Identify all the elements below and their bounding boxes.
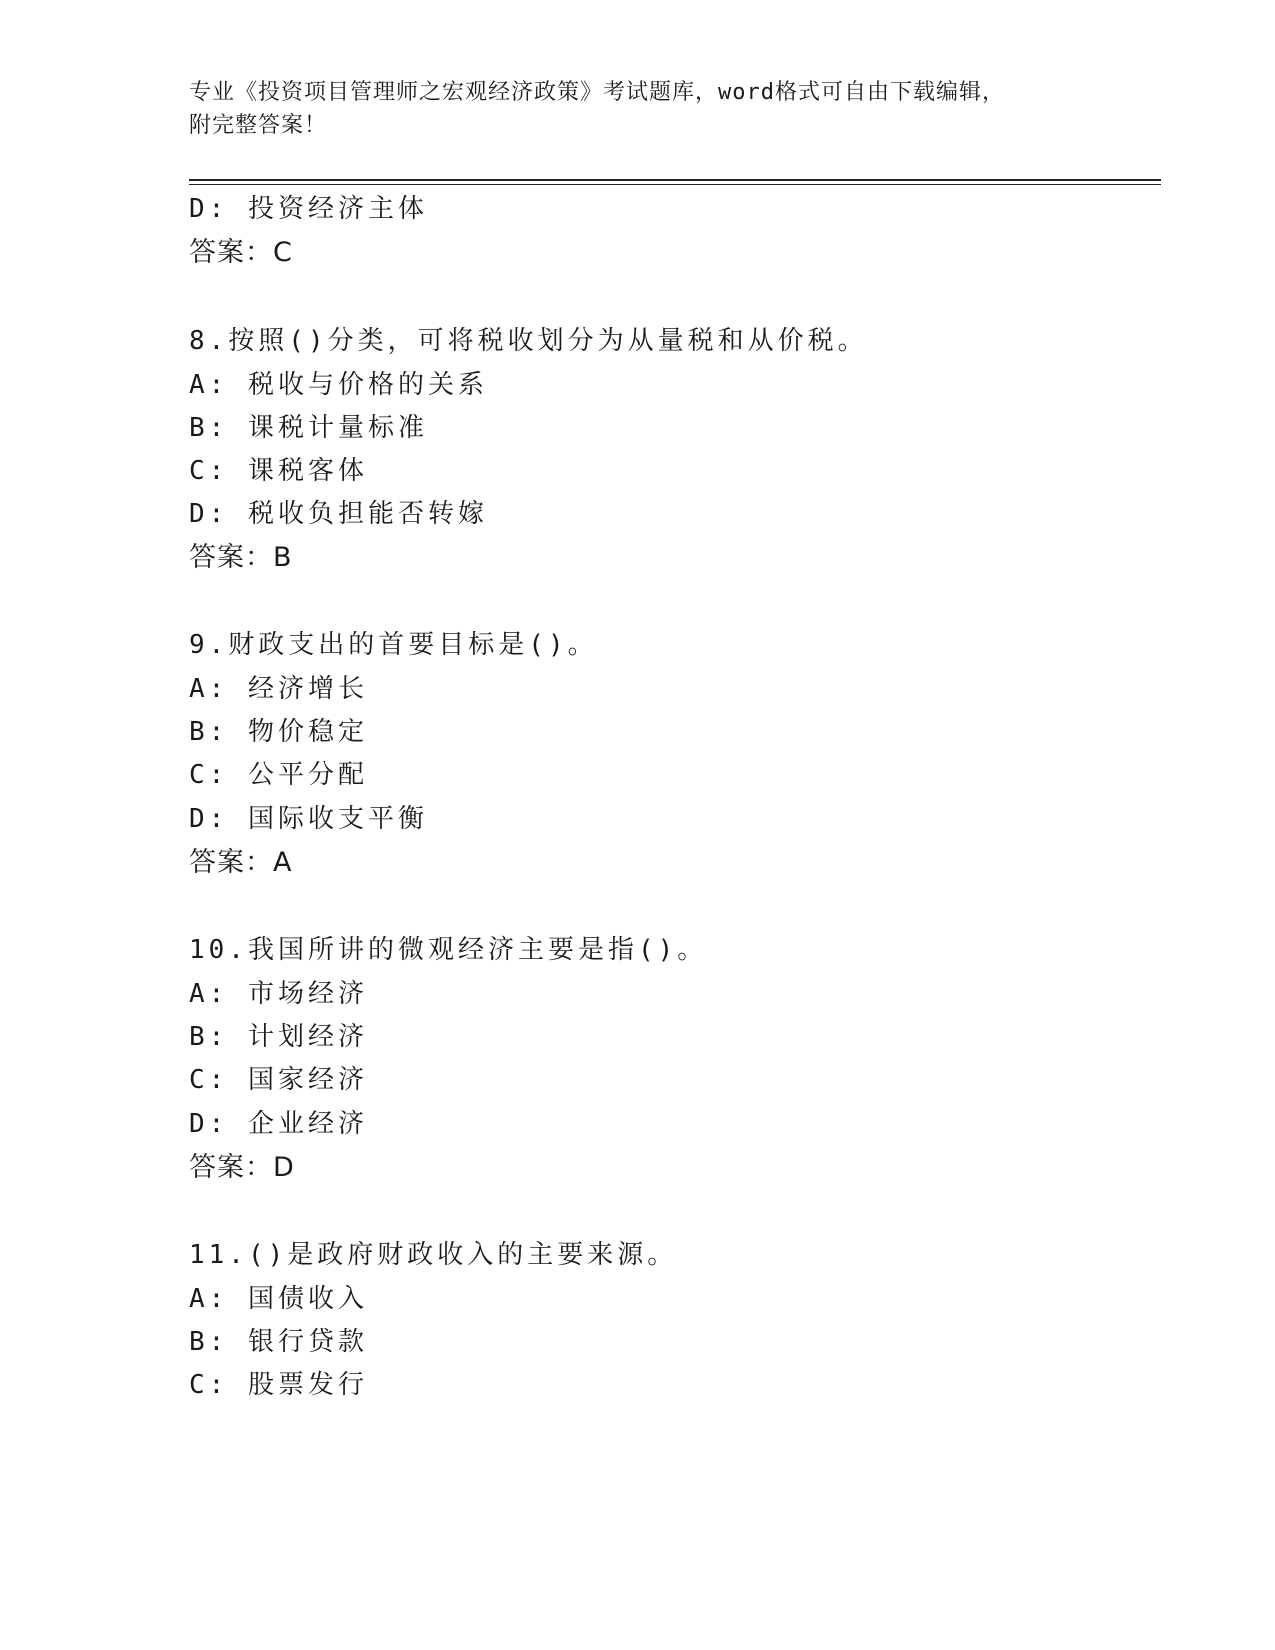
header-line-2: 附完整答案！ <box>189 113 328 138</box>
question-11-option-c: C: 股票发行 <box>189 1370 368 1400</box>
question-11-text: 11.()是政府财政收入的主要来源。 <box>189 1240 678 1270</box>
question-8-text: 8.按照()分类，可将税收划分为从量税和从价税。 <box>189 326 868 356</box>
question-9-text: 9.财政支出的首要目标是()。 <box>189 630 598 660</box>
question-11-option-b: B: 银行贷款 <box>189 1327 368 1357</box>
question-10-answer: 答案：D <box>189 1152 295 1183</box>
question-10-option-a: A: 市场经济 <box>189 979 368 1009</box>
document-header <box>189 76 1069 142</box>
question-9-option-d: D: 国际收支平衡 <box>189 804 428 834</box>
prev-answer: 答案：C <box>189 237 293 268</box>
question-9-option-a: A: 经济增长 <box>189 674 368 704</box>
question-11-option-a: A: 国债收入 <box>189 1284 368 1314</box>
question-9-option-c: C: 公平分配 <box>189 760 368 790</box>
question-8-option-a: A: 税收与价格的关系 <box>189 370 488 400</box>
question-10-option-d: D: 企业经济 <box>189 1109 368 1139</box>
header-line-1: 专业《投资项目管理师之宏观经济政策》考试题库，word格式可自由下载编辑， <box>189 80 1005 105</box>
question-8-option-d: D: 税收负担能否转嫁 <box>189 499 488 529</box>
prev-option-d: D: 投资经济主体 <box>189 194 428 224</box>
question-10-option-b: B: 计划经济 <box>189 1022 368 1052</box>
header-rule-thick <box>189 179 1161 181</box>
question-8-option-b: B: 课税计量标准 <box>189 413 428 443</box>
question-9-option-b: B: 物价稳定 <box>189 717 368 747</box>
question-10-text: 10.我国所讲的微观经济主要是指()。 <box>189 935 708 965</box>
header-rule-thin <box>189 184 1161 185</box>
question-9-answer: 答案：A <box>189 847 293 878</box>
question-10-option-c: C: 国家经济 <box>189 1065 368 1095</box>
question-8-answer: 答案：B <box>189 542 293 573</box>
question-8-option-c: C: 课税客体 <box>189 456 368 486</box>
